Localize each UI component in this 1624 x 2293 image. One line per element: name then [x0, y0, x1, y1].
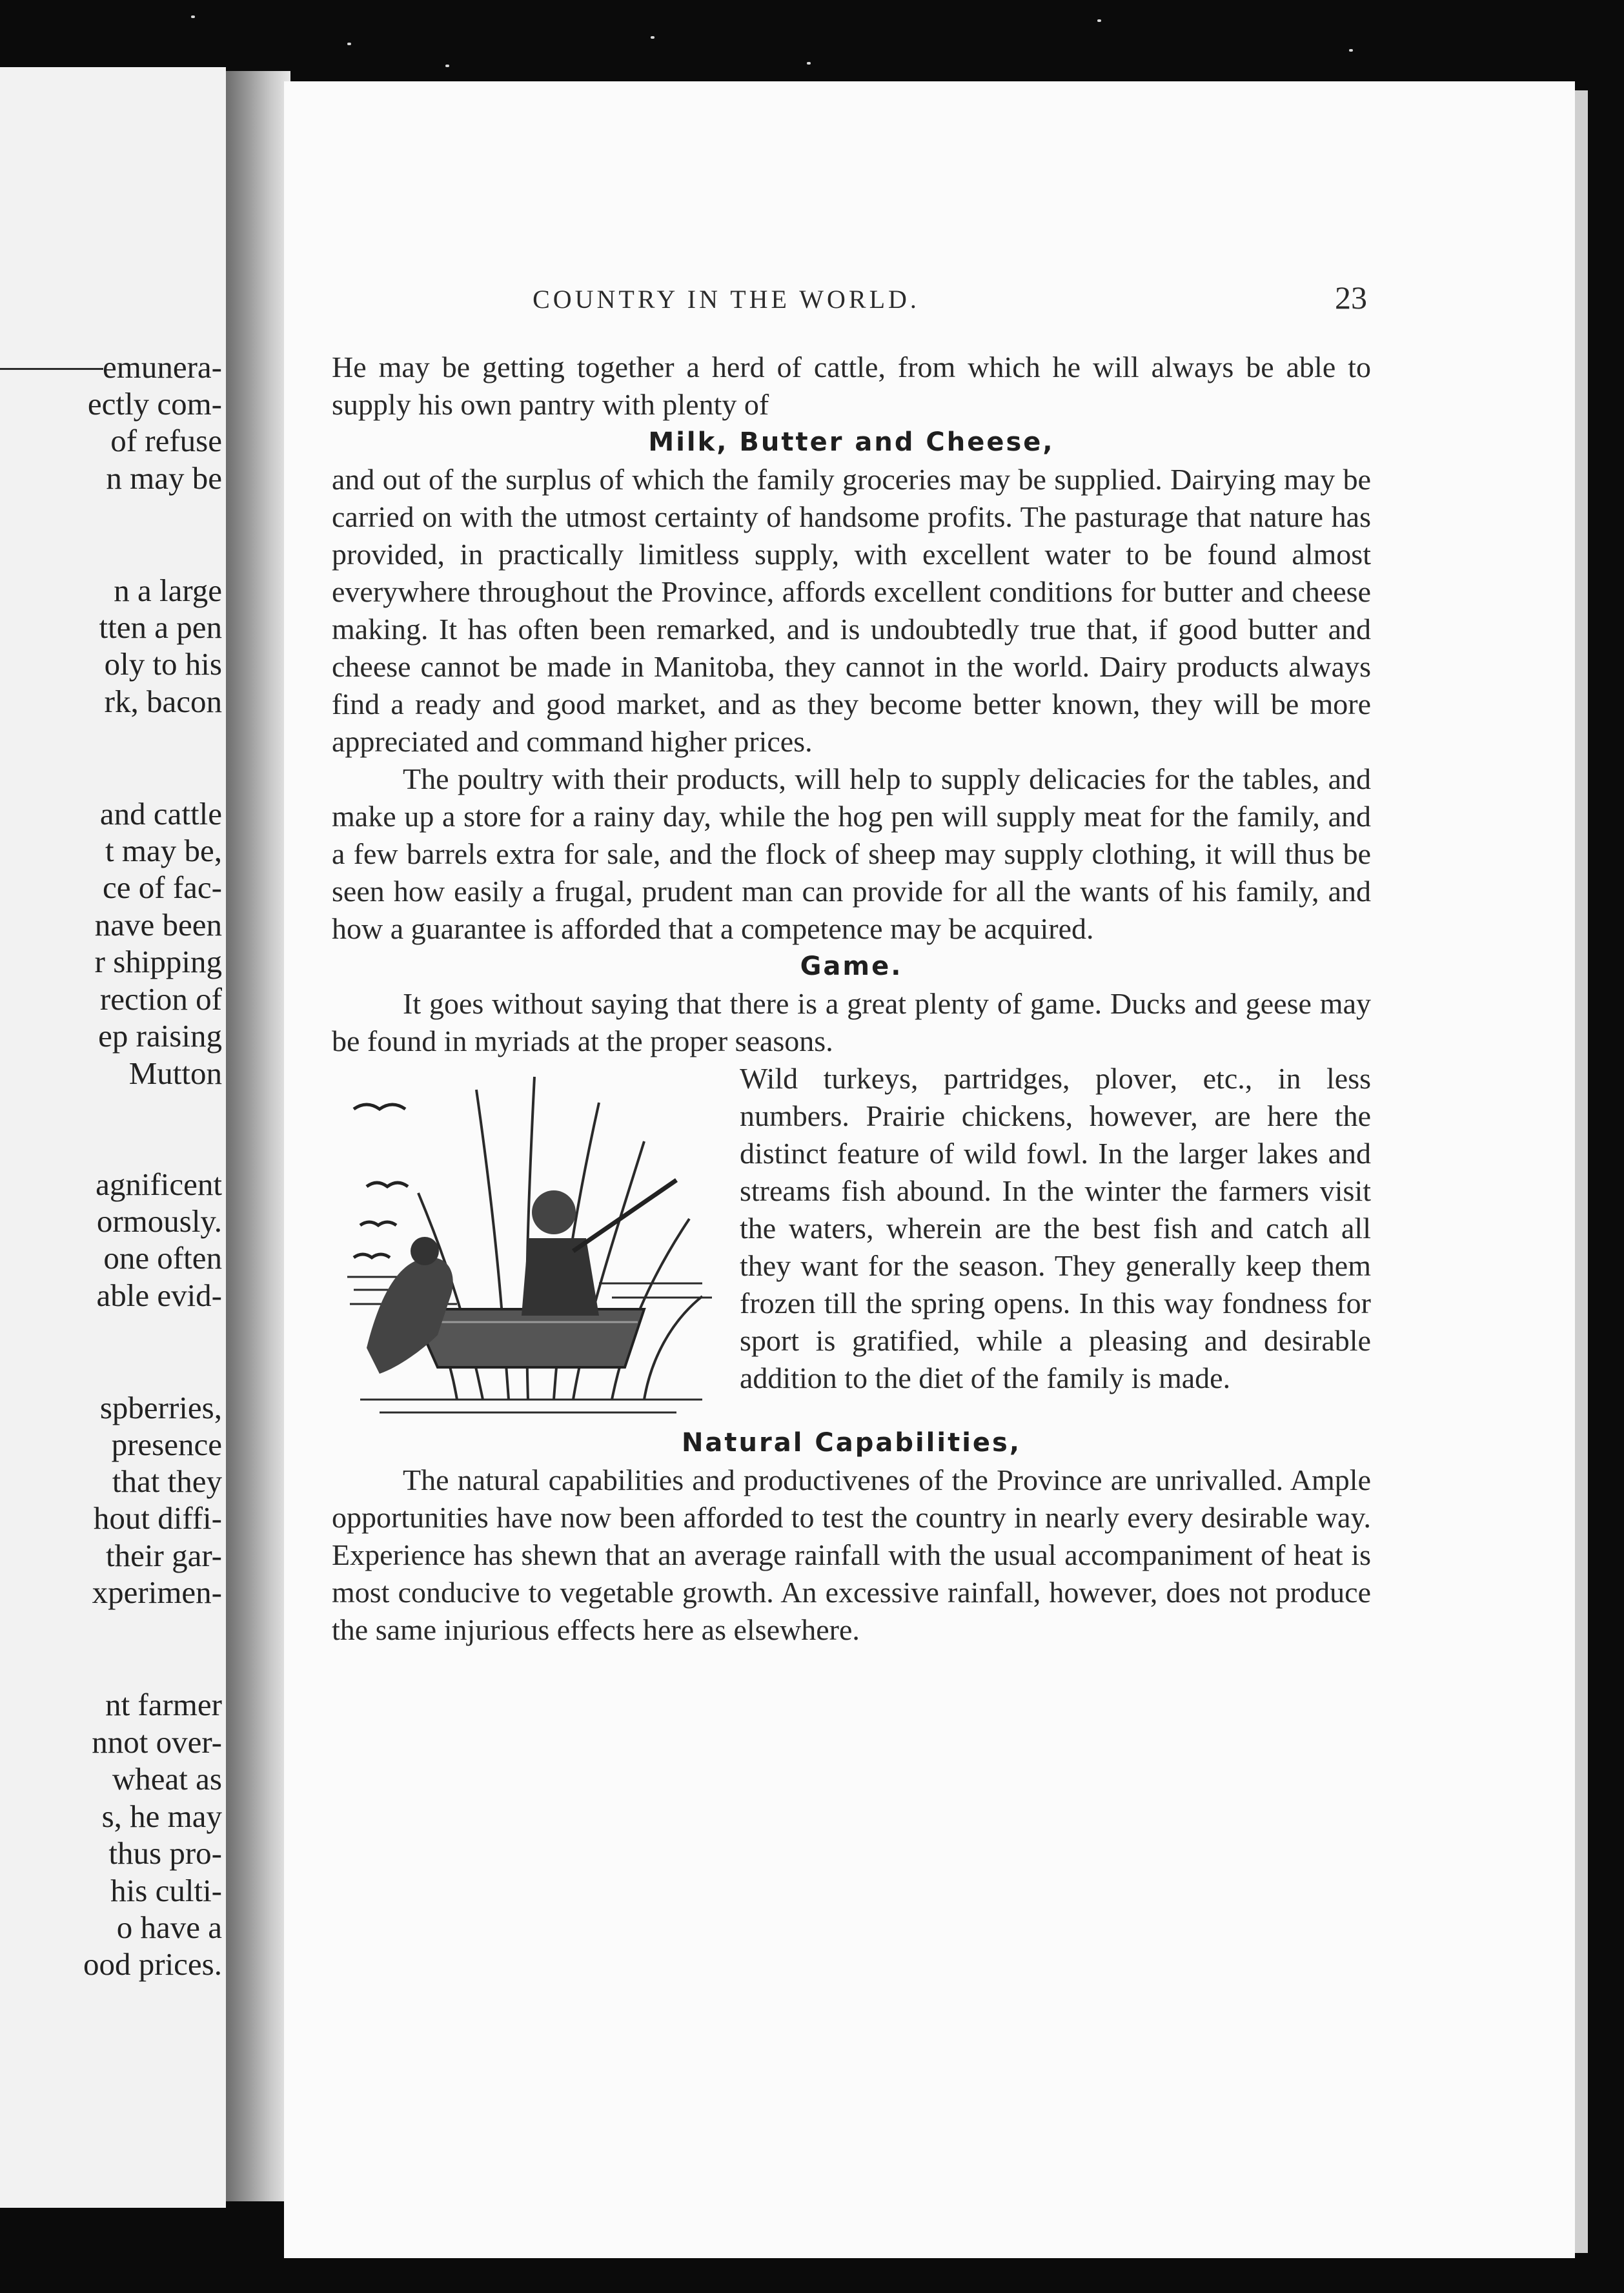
facing-page-line: tten a pen: [99, 609, 222, 645]
intro-paragraph: He may be getting together a herd of cattle, from which he will always be able to supply his own pantry with plenty of: [332, 351, 1371, 421]
heading-milk-butter-cheese: Milk, Butter and Cheese,: [648, 427, 1055, 457]
facing-page-line: presence: [111, 1427, 222, 1462]
facing-page-line: hout diffi-: [93, 1500, 222, 1536]
facing-page-line: ormously.: [96, 1203, 222, 1239]
game-lead-paragraph: It goes without saying that there is a great plenty of game. Ducks and geese may be found in myriads at the proper seasons.: [332, 987, 1371, 1057]
hunting-scene-icon: [341, 1064, 722, 1420]
facing-page-line: r shipping: [94, 944, 222, 979]
facing-page-line: ep raising: [98, 1018, 222, 1054]
page-number: 23: [1335, 280, 1367, 316]
facing-page-line: nave been: [94, 907, 222, 943]
facing-page-line: rk, bacon: [104, 684, 222, 719]
facing-page-line: that they: [112, 1463, 222, 1499]
facing-page-line: ectly com-: [87, 386, 222, 422]
facing-page-line: ce of fac-: [103, 870, 222, 905]
facing-page-line: his culti-: [110, 1873, 222, 1908]
facing-page-line: Mutton: [128, 1055, 222, 1091]
facing-page: [0, 67, 226, 2208]
heading-natural-capabilities: Natural Capabilities,: [681, 1428, 1022, 1458]
dairy-paragraph: and out of the surplus of which the family groceries may be supplied. Dairying may be carried on with the utmost certainty of handsome profits. The pasturage that nature has provided, in practically limitless supply, with excellent water to be found almost everywhere throughout the Province, affords excellent conditions for butter and cheese making. It has often been remarked, and is undoubtedly true that, if good butter and cheese cannot be made in Manitoba, they cannot in the world. Dairy products always find a ready and good market, and as they become better known, they will be more appreciated and command higher prices.: [332, 463, 1371, 758]
facing-page-line: ood prices.: [83, 1946, 222, 1982]
facing-page-line: thus pro-: [108, 1835, 222, 1871]
facing-page-line: their gar-: [106, 1538, 222, 1573]
facing-page-line: spberries,: [99, 1390, 222, 1425]
facing-page-line: n may be: [106, 460, 222, 496]
hunting-illustration: [341, 1064, 722, 1420]
facing-page-line: nnot over-: [92, 1724, 222, 1760]
facing-page-line: n a large: [114, 573, 222, 608]
poultry-paragraph: The poultry with their products, will help to supply delicacies for the tables, and make up a store for a rainy day, while the hog pen will supply meat for the family, and a few barrels extra for sale, and the flock of sheep may supply clothing, it will thus be seen how easily a frugal, prudent man can provide for all the wants of his family, and how a guarantee is afforded that a competence may be acquired.: [332, 762, 1371, 945]
facing-page-line: one often: [103, 1240, 222, 1276]
facing-page-line: nt farmer: [105, 1687, 222, 1722]
facing-page-line: emunera-: [103, 349, 222, 385]
facing-page-line: of refuse: [110, 423, 222, 458]
facing-page-line: s, he may: [101, 1799, 222, 1834]
body-text: [332, 349, 1371, 1649]
facing-page-line: able evid-: [96, 1278, 222, 1313]
facing-page-line: and cattle: [99, 796, 222, 831]
facing-page-line: oly to his: [104, 646, 222, 682]
facing-page-line: wheat as: [112, 1761, 222, 1797]
book-gutter: [226, 71, 290, 2201]
facing-page-line: o have a: [116, 1910, 222, 1945]
running-head-rule: [0, 368, 103, 370]
facing-page-line: t may be,: [105, 833, 222, 868]
running-head: COUNTRY IN THE WORLD.: [533, 285, 920, 314]
game-paragraph: Wild turkeys, partridges, plover, etc., in less numbers. Prairie chickens, however, are here the distinct feature of wild fowl. In the larger lakes and streams fish abound. In the winter the farmers visit the waters, wherein are the best fish and catch all they want for the season. They generally keep them frozen till the spring opens. In this way fondness for sport is gratified, while a pleasing and desirable addition to the diet of the family is made.: [740, 1062, 1371, 1394]
capabilities-paragraph: The natural capabilities and productivenes of the Province are unrivalled. Ample opportunities have now been afforded to test the country in nearly every desirable way. Experience has shewn that an average rainfall with the usual accompaniment of heat is most conducive to vegetable growth. An excessive rainfall, however, does not produce the same injurious effects here as elsewhere.: [332, 1463, 1371, 1646]
facing-page-line: agnificent: [96, 1167, 222, 1202]
facing-page-line: rection of: [99, 981, 222, 1017]
page-edge: [1575, 90, 1588, 2253]
facing-page-line: xperimen-: [92, 1575, 222, 1610]
heading-game: Game.: [800, 952, 903, 981]
